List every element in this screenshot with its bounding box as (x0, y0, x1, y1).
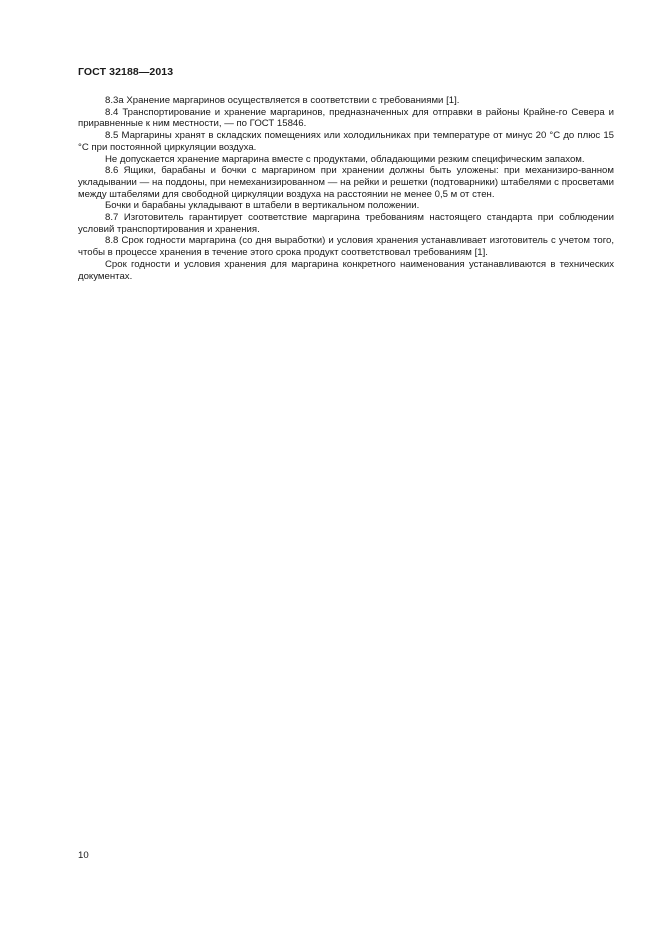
paragraph-8-8-note: Срок годности и условия хранения для маргарина конкретного наименования устанавливаются в технических документах. (78, 258, 614, 282)
paragraph-8-5-note: Не допускается хранение маргарина вместе с продуктами, обладающими резким специфическим запахом. (105, 153, 585, 165)
document-body (78, 95, 614, 282)
paragraph-8-5: 8.5 Маргарины хранят в складских помещениях или холодильниках при температуре от минус 20 °С до плюс 15 °С при постоянной циркуляции воздуха. (78, 130, 614, 153)
paragraph-8-4: 8.4 Транспортирование и хранение маргаринов, предназначенных для отправки в районы Крайне-го Севера и приравненные к ним местности, — по ГОСТ 15846. (78, 106, 614, 130)
paragraph-8-6: 8.6 Ящики, барабаны и бочки с маргарином при хранении должны быть уложены: при механизиро-ванном укладывании — на поддоны, при немеханизированном — на рейки и решетки (подтоварники) штабелями с просветами между штабелями для свободной циркуляции воздуха на расстоянии не менее 0,5 м от стен. (78, 165, 614, 200)
page-number: 10 (78, 850, 89, 861)
paragraph-8-3a: 8.3а Хранение маргаринов осуществляется в соответствии с требованиями [1]. (105, 95, 460, 106)
paragraph-8-7: 8.7 Изготовитель гарантирует соответствие маргарина требованиям настоящего стандарта при соблюдении условий транспортирования и хранения. (78, 212, 614, 235)
document-header-code: ГОСТ 32188—2013 (78, 66, 174, 78)
paragraph-8-8: 8.8 Срок годности маргарина (со дня выработки) и условия хранения устанавливает изготовитель с учетом того, чтобы в процессе хранения в течение этого срока продукт соответствовал требованиям [1]. (78, 235, 614, 259)
paragraph-8-6-note: Бочки и барабаны укладывают в штабели в вертикальном положении. (105, 200, 420, 212)
